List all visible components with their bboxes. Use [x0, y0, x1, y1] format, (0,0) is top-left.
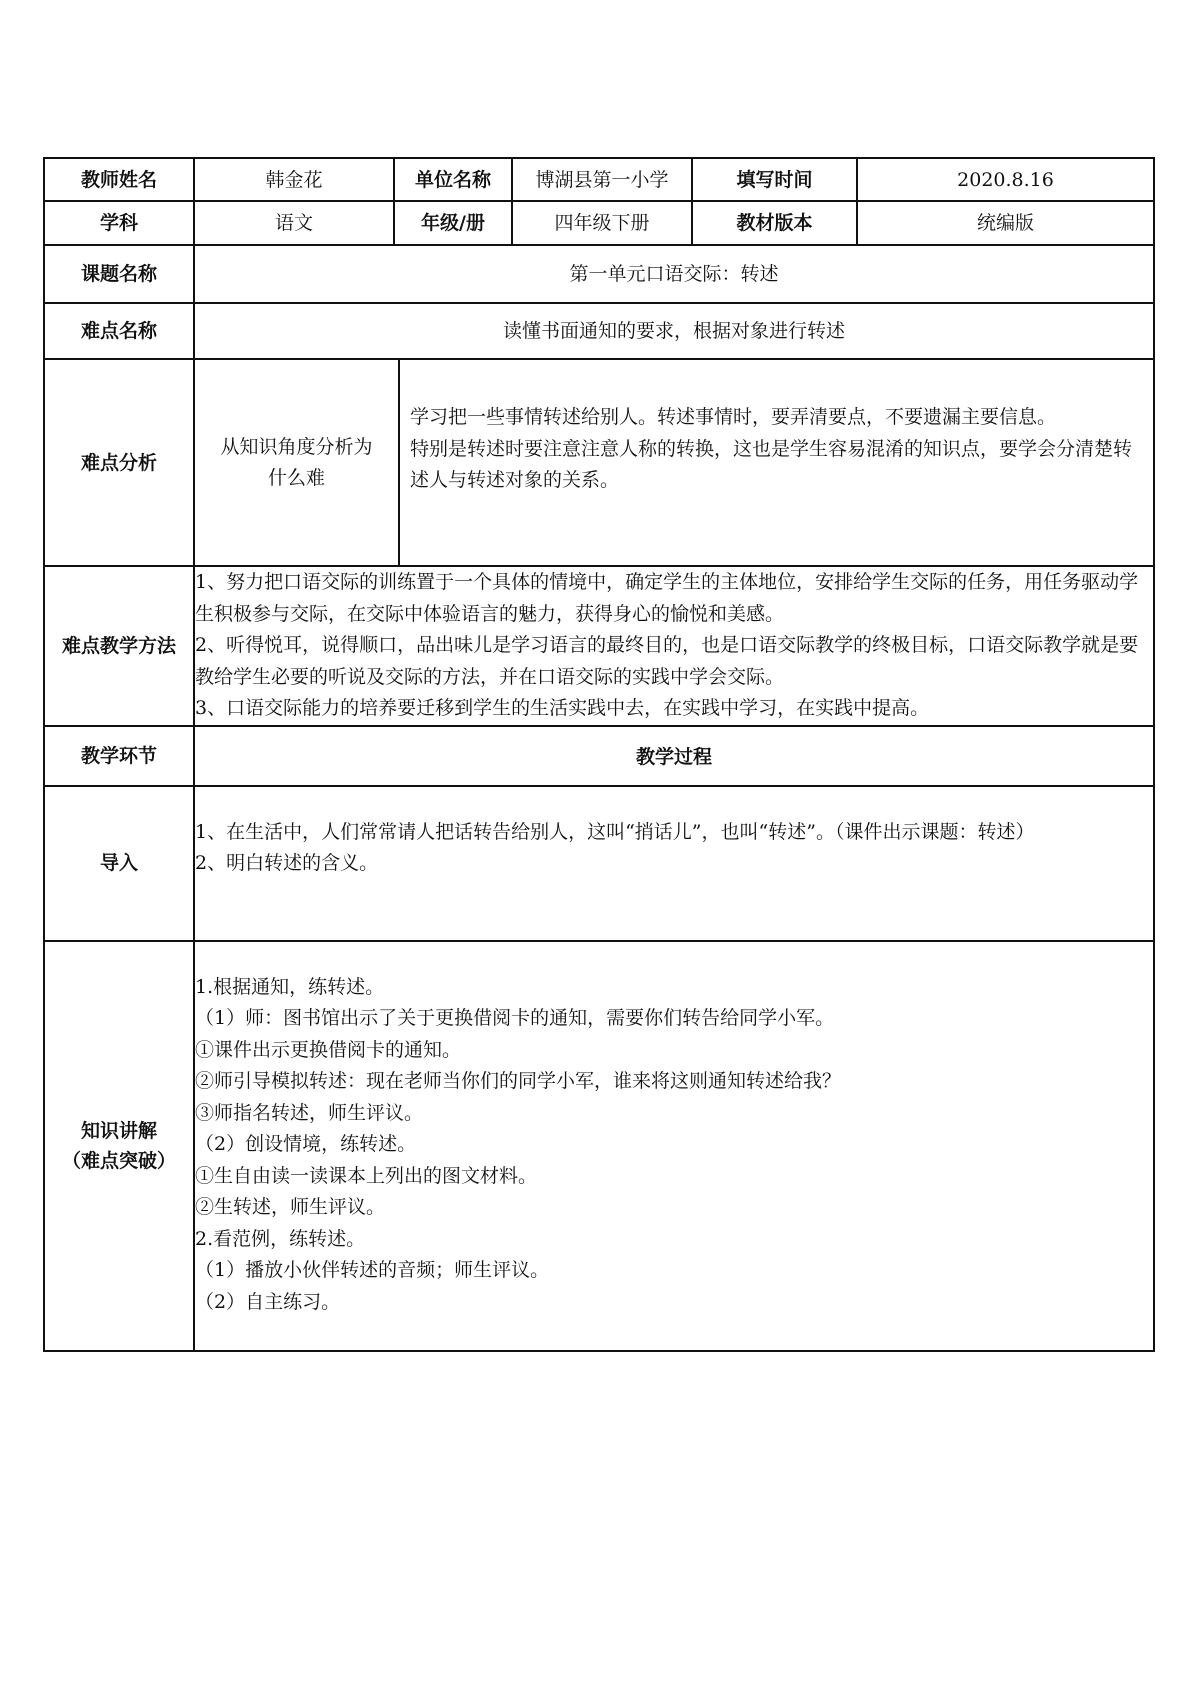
analysis-paragraph: 特别是转述时要注意注意人称的转换，这也是学生容易混淆的知识点，要学会分清楚转述人与转述对象的关系。 [410, 437, 1133, 491]
knowledge-line: ③师指名转述，师生评议。 [195, 1101, 424, 1124]
methods-paragraph: 1、努力把口语交际的训练置于一个具体的情境中，确定学生的主体地位，安排给学生交际的任务，用任务驱动学生积极参与交际，在交际中体验语言的魅力，获得身心的愉悦和美感。 [195, 571, 1139, 625]
date-label: 填写时间 [692, 158, 857, 201]
knowledge-line: （1）师：图书馆出示了关于更换借阅卡的通知，需要你们转告给同学小军。 [195, 1007, 835, 1029]
grade-label: 年级/册 [394, 201, 512, 245]
subject-value: 语文 [194, 201, 394, 245]
knowledge-label-line: （难点突破） [61, 1149, 176, 1172]
info-row-1 [44, 158, 1154, 201]
methods-paragraph: 3、口语交际能力的培养要迁移到学生的生活实践中去，在实践中学习，在实践中提高。 [195, 697, 930, 719]
unit-name-value: 博湖县第一小学 [512, 158, 692, 201]
edition-value: 统编版 [857, 201, 1154, 245]
knowledge-line: （1）播放小伙伴转述的音频；师生评议。 [195, 1259, 550, 1281]
teacher-name-label: 教师姓名 [44, 158, 194, 201]
knowledge-line: （2）创设情境，练转述。 [195, 1133, 417, 1155]
date-value: 2020.8.16 [857, 158, 1154, 201]
teacher-name-value: 韩金花 [194, 158, 394, 201]
knowledge-line: 1.根据通知，练转述。 [195, 975, 385, 998]
analysis-row [44, 359, 1154, 566]
analysis-sub-label: 从知识角度分析为什么难 [220, 435, 373, 489]
methods-content [194, 566, 1154, 726]
knowledge-label-line: 知识讲解 [80, 1119, 157, 1142]
analysis-content [400, 360, 1153, 565]
subject-label: 学科 [44, 201, 194, 245]
process-title: 教学过程 [194, 726, 1154, 786]
grade-value: 四年级下册 [512, 201, 692, 245]
analysis-label: 难点分析 [44, 359, 194, 566]
intro-paragraph: 2、明白转述的含义。 [195, 852, 379, 874]
info-row-2 [44, 201, 1154, 245]
methods-paragraph: 2、听得悦耳，说得顺口，品出味儿是学习语言的最终目的，也是口语交际教学的终极目标，口语交际教学就是要教给学生必要的听说及交际的方法，并在口语交际的实践中学会交际。 [195, 634, 1139, 688]
analysis-paragraph: 学习把一些事情转述给别人。转述事情时，要弄清要点，不要遗漏主要信息。 [410, 406, 1057, 428]
knowledge-line: ②师引导模拟转述：现在老师当你们的同学小军，谁来将这则通知转述给我？ [195, 1070, 842, 1092]
topic-row [44, 245, 1154, 303]
knowledge-line: ①课件出示更换借阅卡的通知。 [195, 1038, 462, 1061]
edition-label: 教材版本 [692, 201, 857, 245]
topic-label: 课题名称 [44, 245, 194, 303]
process-stage-label: 教学环节 [44, 726, 194, 786]
knowledge-content [194, 941, 1154, 1351]
intro-label: 导入 [44, 786, 194, 941]
difficulty-label: 难点名称 [44, 303, 194, 359]
knowledge-line: ②生转述，师生评议。 [195, 1196, 386, 1218]
difficulty-value: 读懂书面通知的要求，根据对象进行转述 [194, 303, 1154, 359]
knowledge-line: （2）自主练习。 [195, 1290, 341, 1313]
lesson-plan-table [43, 157, 1155, 1352]
methods-label: 难点教学方法 [44, 566, 194, 726]
knowledge-line: 2.看范例，练转述。 [195, 1227, 366, 1250]
methods-row [44, 566, 1154, 726]
analysis-sub-label-box [195, 360, 400, 565]
unit-name-label: 单位名称 [394, 158, 512, 201]
lesson-plan-sheet [43, 157, 1153, 1352]
process-header-row [44, 726, 1154, 786]
difficulty-row [44, 303, 1154, 359]
knowledge-label [44, 941, 194, 1351]
knowledge-row [44, 941, 1154, 1351]
analysis-cell [194, 359, 1154, 566]
intro-paragraph: 1、在生活中，人们常常请人把话转告给别人，这叫“捎话儿”，也叫“转述”。（课件出示课题：转述） [195, 820, 1035, 843]
intro-content [194, 786, 1154, 941]
topic-value: 第一单元口语交际：转述 [194, 245, 1154, 303]
knowledge-line: ①生自由读一读课本上列出的图文材料。 [195, 1164, 538, 1187]
intro-row [44, 786, 1154, 941]
